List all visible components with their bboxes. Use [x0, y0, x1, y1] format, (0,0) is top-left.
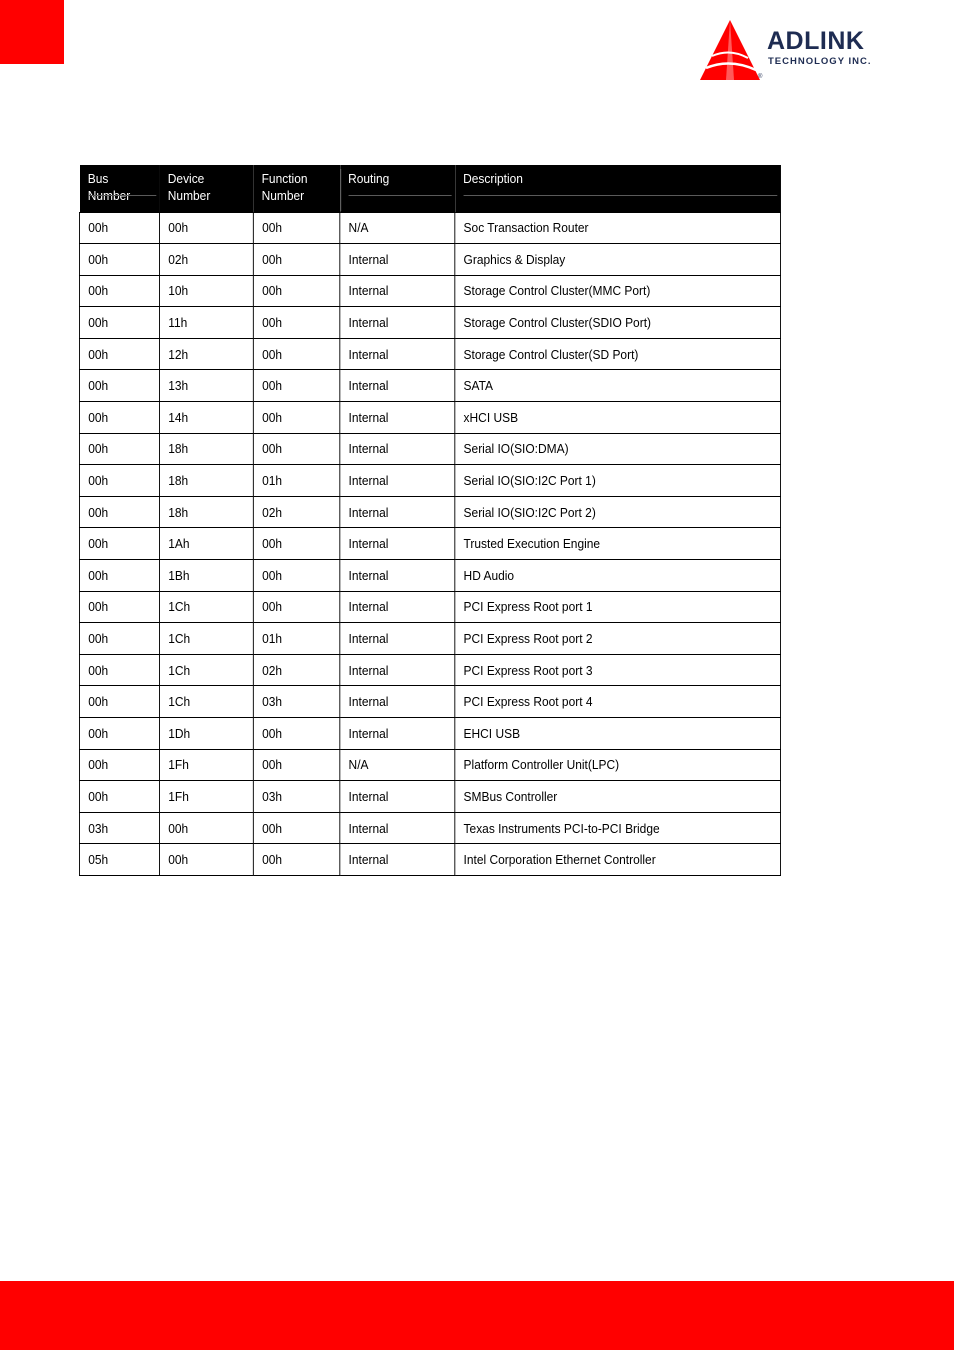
header-routing	[340, 165, 455, 212]
routing-cell: Internal	[340, 307, 455, 339]
function-number-cell: 00h	[253, 402, 339, 434]
table-row	[79, 718, 780, 750]
adlink-triangle-icon	[696, 18, 766, 84]
bus-number-cell: 00h	[79, 560, 159, 592]
routing-cell: Internal	[340, 496, 455, 528]
routing-cell: Internal	[340, 528, 455, 560]
routing-cell: Internal	[340, 244, 455, 276]
function-number-cell: 01h	[253, 623, 339, 655]
bus-number-cell: 00h	[79, 275, 159, 307]
routing-cell: Internal	[340, 402, 455, 434]
routing-cell: Internal	[340, 844, 455, 876]
device-number-cell: 02h	[160, 244, 254, 276]
logo-wordmark: ADLINK	[767, 27, 865, 55]
device-number-cell: 1Bh	[160, 560, 254, 592]
table-row	[79, 560, 780, 592]
bus-number-cell: 00h	[79, 370, 159, 402]
function-number-cell: 00h	[253, 370, 339, 402]
header-device-number	[160, 165, 254, 212]
description-cell: Storage Control Cluster(MMC Port)	[455, 275, 781, 307]
table-row	[79, 433, 780, 465]
description-cell: PCI Express Root port 2	[455, 623, 781, 655]
pci-device-table	[79, 165, 781, 876]
function-number-cell: 00h	[253, 307, 339, 339]
description-cell: PCI Express Root port 1	[455, 591, 781, 623]
table-row	[79, 370, 780, 402]
device-number-cell: 1Fh	[160, 749, 254, 781]
table-row	[79, 528, 780, 560]
bus-number-cell: 00h	[79, 686, 159, 718]
device-number-cell: 10h	[160, 275, 254, 307]
bus-number-cell: 00h	[79, 781, 159, 813]
function-number-cell: 02h	[253, 654, 339, 686]
device-number-cell: 1Ah	[160, 528, 254, 560]
description-cell: SATA	[455, 370, 781, 402]
routing-cell: Internal	[340, 718, 455, 750]
device-number-cell: 13h	[160, 370, 254, 402]
device-number-cell: 18h	[160, 433, 254, 465]
corner-tab	[0, 0, 64, 64]
description-cell: Serial IO(SIO:I2C Port 2)	[455, 496, 781, 528]
function-number-cell: 00h	[253, 528, 339, 560]
table-row	[79, 307, 780, 339]
table-row	[79, 686, 780, 718]
description-cell: SMBus Controller	[455, 781, 781, 813]
header-label: Description	[463, 171, 523, 186]
header-bus-number	[79, 165, 159, 212]
table-row	[79, 623, 780, 655]
bus-number-cell: 00h	[79, 591, 159, 623]
table-row	[79, 402, 780, 434]
bus-number-cell: 00h	[79, 433, 159, 465]
header-label: Bus Number	[87, 171, 131, 203]
routing-cell: Internal	[340, 370, 455, 402]
bus-number-cell: 00h	[79, 654, 159, 686]
table-row	[79, 338, 780, 370]
header-label: Routing	[348, 171, 390, 186]
table-row	[79, 275, 780, 307]
description-cell: Soc Transaction Router	[455, 212, 781, 244]
device-number-cell: 00h	[160, 812, 254, 844]
function-number-cell: 00h	[253, 749, 339, 781]
device-number-cell: 18h	[160, 496, 254, 528]
device-number-cell: 00h	[160, 212, 254, 244]
table-row	[79, 244, 780, 276]
table-row	[79, 844, 780, 876]
routing-cell: Internal	[340, 338, 455, 370]
function-number-cell: 00h	[253, 433, 339, 465]
function-number-cell: 00h	[253, 718, 339, 750]
routing-cell: Internal	[340, 591, 455, 623]
device-number-cell: 1Ch	[160, 686, 254, 718]
routing-cell: Internal	[340, 465, 455, 497]
function-number-cell: 02h	[253, 496, 339, 528]
description-cell: Platform Controller Unit(LPC)	[455, 749, 781, 781]
logo-subtitle: TECHNOLOGY INC.	[768, 56, 872, 67]
registered-mark: ®	[758, 74, 763, 80]
function-number-cell: 01h	[253, 465, 339, 497]
bus-number-cell: 00h	[79, 338, 159, 370]
function-number-cell: 00h	[253, 244, 339, 276]
routing-cell: Internal	[340, 275, 455, 307]
table-body	[79, 212, 780, 875]
footer-band	[0, 1281, 954, 1350]
description-cell: PCI Express Root port 3	[455, 654, 781, 686]
routing-cell: Internal	[340, 560, 455, 592]
bus-number-cell: 00h	[79, 623, 159, 655]
header-description	[455, 165, 781, 212]
description-cell: Graphics & Display	[455, 244, 781, 276]
table-row	[79, 781, 780, 813]
bus-number-cell: 00h	[79, 496, 159, 528]
description-cell: Texas Instruments PCI-to-PCI Bridge	[455, 812, 781, 844]
routing-cell: N/A	[340, 749, 455, 781]
bus-number-cell: 00h	[79, 402, 159, 434]
bus-number-cell: 00h	[79, 718, 159, 750]
function-number-cell: 00h	[253, 812, 339, 844]
table-row	[79, 749, 780, 781]
function-number-cell: 03h	[253, 781, 339, 813]
table-row	[79, 591, 780, 623]
device-number-cell: 18h	[160, 465, 254, 497]
bus-number-cell: 00h	[79, 244, 159, 276]
bus-number-cell: 00h	[79, 465, 159, 497]
bus-number-cell: 00h	[79, 307, 159, 339]
description-cell: xHCI USB	[455, 402, 781, 434]
header-function-number	[253, 165, 339, 212]
function-number-cell: 00h	[253, 591, 339, 623]
description-cell: Intel Corporation Ethernet Controller	[455, 844, 781, 876]
table-row	[79, 465, 780, 497]
device-number-cell: 1Ch	[160, 654, 254, 686]
description-cell: Storage Control Cluster(SD Port)	[455, 338, 781, 370]
table-row	[79, 496, 780, 528]
routing-cell: Internal	[340, 781, 455, 813]
bus-number-cell: 03h	[79, 812, 159, 844]
bus-number-cell: 00h	[79, 528, 159, 560]
description-cell: Serial IO(SIO:DMA)	[455, 433, 781, 465]
function-number-cell: 03h	[253, 686, 339, 718]
routing-cell: Internal	[340, 623, 455, 655]
bus-number-cell: 05h	[79, 844, 159, 876]
description-cell: Serial IO(SIO:I2C Port 1)	[455, 465, 781, 497]
description-cell: PCI Express Root port 4	[455, 686, 781, 718]
device-number-cell: 11h	[160, 307, 254, 339]
device-number-cell: 12h	[160, 338, 254, 370]
bus-number-cell: 00h	[79, 212, 159, 244]
description-cell: EHCI USB	[455, 718, 781, 750]
device-number-cell: 1Ch	[160, 623, 254, 655]
device-number-cell: 00h	[160, 844, 254, 876]
adlink-logo	[696, 18, 908, 84]
bus-number-cell: 00h	[79, 749, 159, 781]
description-cell: HD Audio	[455, 560, 781, 592]
table-row	[79, 812, 780, 844]
description-cell: Storage Control Cluster(SDIO Port)	[455, 307, 781, 339]
header-label: Device Number	[167, 171, 211, 203]
routing-cell: Internal	[340, 654, 455, 686]
function-number-cell: 00h	[253, 338, 339, 370]
function-number-cell: 00h	[253, 560, 339, 592]
table-row	[79, 654, 780, 686]
table-header	[79, 165, 780, 212]
device-number-cell: 14h	[160, 402, 254, 434]
routing-cell: Internal	[340, 812, 455, 844]
routing-cell: N/A	[340, 212, 455, 244]
header-label: Function Number	[261, 171, 308, 203]
table-row	[79, 212, 780, 244]
device-number-cell: 1Ch	[160, 591, 254, 623]
device-number-cell: 1Dh	[160, 718, 254, 750]
function-number-cell: 00h	[253, 275, 339, 307]
function-number-cell: 00h	[253, 844, 339, 876]
routing-cell: Internal	[340, 433, 455, 465]
device-number-cell: 1Fh	[160, 781, 254, 813]
routing-cell: Internal	[340, 686, 455, 718]
description-cell: Trusted Execution Engine	[455, 528, 781, 560]
function-number-cell: 00h	[253, 212, 339, 244]
